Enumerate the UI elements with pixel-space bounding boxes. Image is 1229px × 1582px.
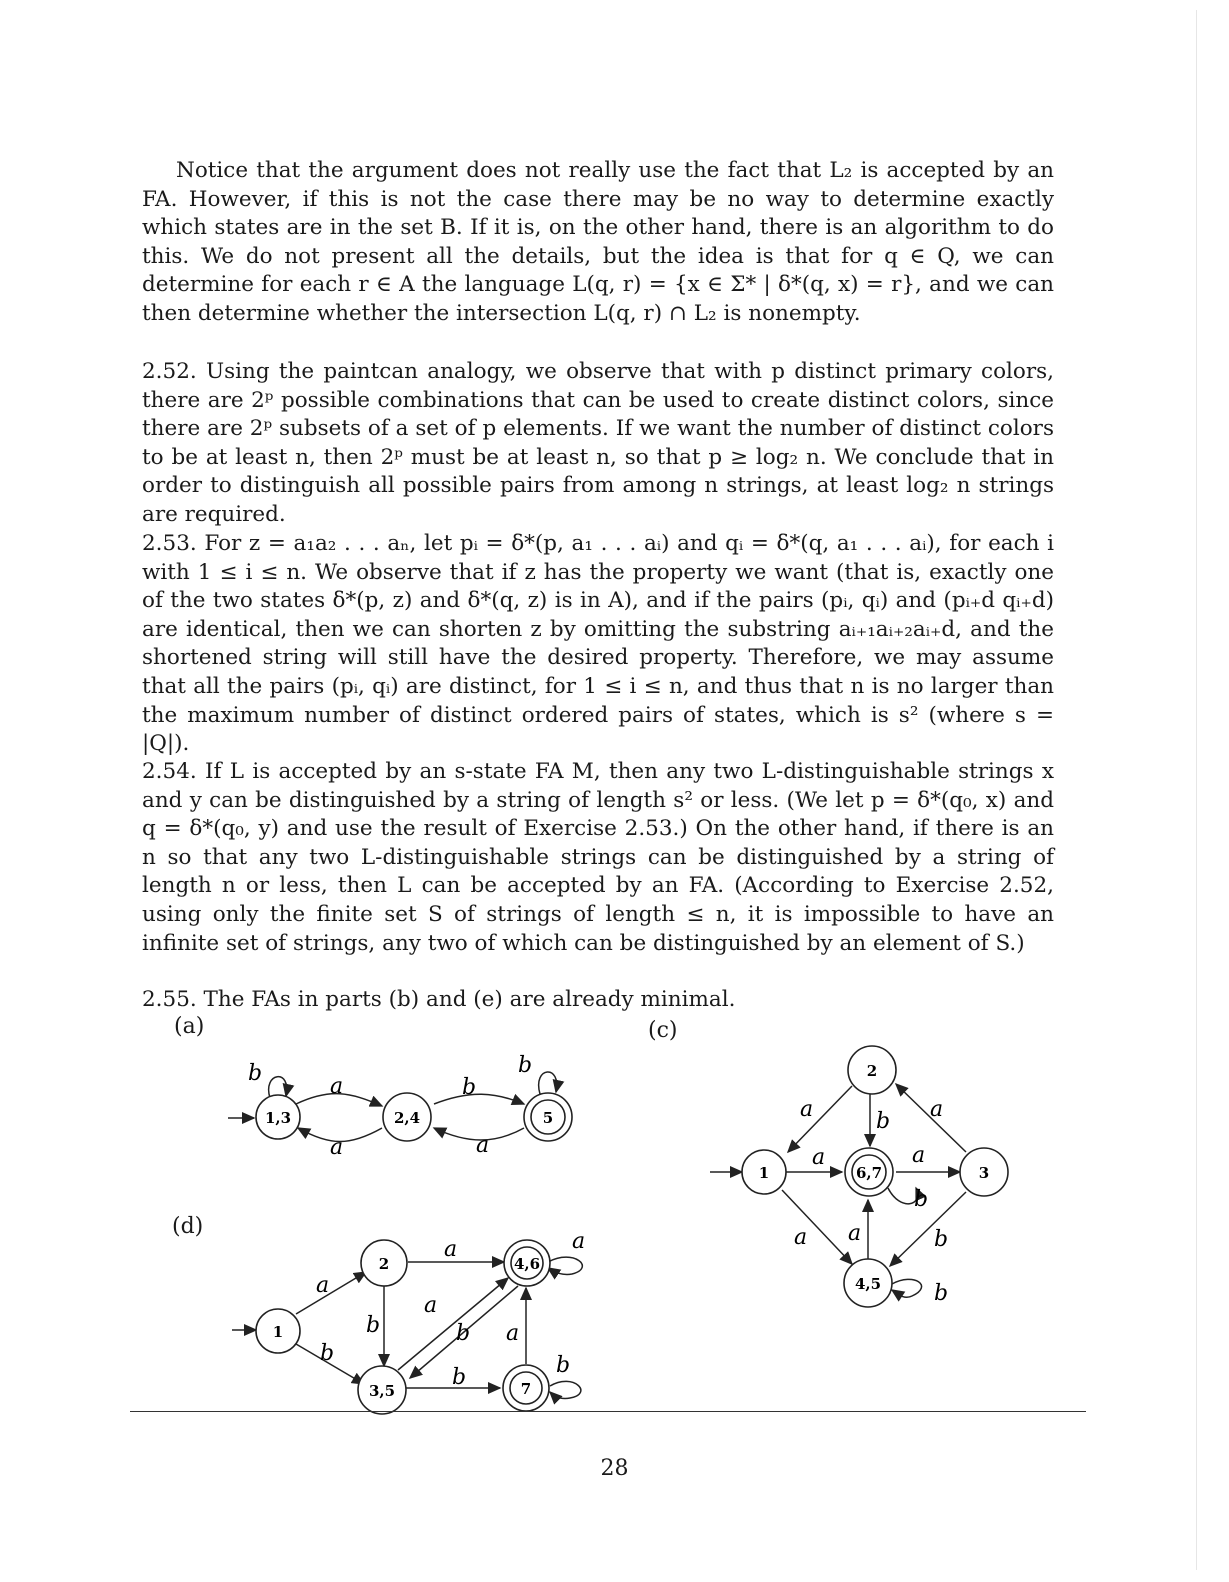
label-24-13: a — [330, 1135, 344, 1160]
footer-rule — [130, 1411, 1086, 1412]
svg-text:7: 7 — [520, 1380, 532, 1398]
label-c-1-2: a — [800, 1097, 814, 1122]
svg-text:3: 3 — [978, 1164, 990, 1182]
label-loop-5: b — [518, 1053, 533, 1078]
svg-text:6,7: 6,7 — [855, 1164, 883, 1182]
figure-label-d: (d) — [172, 1214, 204, 1239]
state-d-7-accepting — [503, 1365, 549, 1411]
svg-text:1: 1 — [758, 1164, 770, 1182]
label-d-loop-46: a — [572, 1229, 586, 1254]
paragraph-2-54: 2.54. If L is accepted by an s-state FA M, then any two L-distinguishable strings x and y can be distinguished by a string of length s² or less. (We let p = δ*(q₀, x) and q = δ*(q₀, y) and use the result of Exercise 2.53.) On the other hand, if there is an n so that any two L-distinguishable strings can be distinguished by a string of length n or less, then L can be accepted by an FA. (According to Exercise 2.52, using only the finite set S of strings of length ≤ n, it is impossible to have an infinite set of strings, any two of which can be distinguished by an element of S.) — [142, 759, 1054, 956]
label-c-3-45: b — [934, 1227, 949, 1252]
label-24-5: b — [462, 1075, 477, 1100]
label-c-45-67: a — [848, 1221, 862, 1246]
label-d-35-46: a — [424, 1293, 438, 1318]
state-d-1 — [256, 1309, 300, 1353]
label-d-1-35: b — [320, 1341, 335, 1366]
page-number: 28 — [600, 1456, 629, 1481]
edge-d-1-2 — [296, 1272, 366, 1314]
label-d-2-35: b — [366, 1313, 381, 1338]
label-c-loop-45: b — [934, 1281, 949, 1306]
label-loop-13: b — [248, 1061, 263, 1086]
svg-text:1: 1 — [272, 1323, 284, 1341]
state-d-35 — [358, 1366, 406, 1414]
paragraph-2-55: 2.55. The FAs in parts (b) and (e) are already minimal. — [142, 987, 736, 1012]
label-c-67-3: a — [912, 1143, 926, 1168]
svg-text:1,3: 1,3 — [264, 1109, 292, 1127]
svg-text:5: 5 — [542, 1109, 554, 1127]
label-c-1-45: a — [794, 1225, 808, 1250]
label-c-loop-67: b — [914, 1187, 929, 1212]
label-5-24: a — [476, 1133, 490, 1158]
svg-text:4,6: 4,6 — [513, 1255, 541, 1273]
label-d-7-46: a — [506, 1321, 520, 1346]
edge-d-35-46 — [398, 1278, 508, 1370]
figure-label-a: (a) — [174, 1014, 205, 1039]
label-d-46-35: b — [456, 1321, 471, 1346]
state-d-46-accepting — [504, 1240, 550, 1286]
svg-text:3,5: 3,5 — [368, 1382, 396, 1400]
loop-d-46 — [548, 1257, 582, 1274]
label-d-2-46: a — [444, 1237, 458, 1262]
label-d-loop-7: b — [556, 1353, 571, 1378]
figure-label-c: (c) — [648, 1018, 678, 1043]
state-d-2 — [361, 1240, 407, 1286]
label-d-35-7: b — [452, 1365, 467, 1390]
label-c-1-67: a — [812, 1145, 826, 1170]
loop-d-7 — [550, 1381, 581, 1398]
paragraph-2-52: 2.52. Using the paintcan analogy, we observe that with p distinct primary colors, there are 2ᵖ possible combinations that can be used to create distinct colors, since there are 2ᵖ subsets of a set of p elements. If we want the number of distinct colors to be at least n, then 2ᵖ must be at least n, so that p ≥ log₂ n. We conclude that in order to distinguish all possible pairs from among n strings, at least log₂ n strings are required. — [142, 359, 1054, 527]
svg-text:2: 2 — [378, 1255, 390, 1273]
svg-text:2: 2 — [866, 1062, 878, 1080]
label-13-24: a — [330, 1074, 344, 1099]
paragraph-2-53: 2.53. For z = a₁a₂ . . . aₙ, let pᵢ = δ*(p, a₁ . . . aᵢ) and qᵢ = δ*(q, a₁ . . . aᵢ), for each i with 1 ≤ i ≤ n. We observe that if z has the property we want (that is, exactly one of the two states δ*(p, z) and δ*(q, z) is in A), and if the pairs (pᵢ, qᵢ) and (pᵢ₊d qᵢ₊d) are identical, then we can shorten z by omitting the substring aᵢ₊₁aᵢ₊₂aᵢ₊d, and the shortened string will still have the desired property. Therefore, we may assume that all the pairs (pᵢ, qᵢ) are distinct, for 1 ≤ i ≤ n, and thus that n is no larger than the maximum number of distinct ordered pairs of states, which is s² (where s = |Q|). — [142, 531, 1054, 757]
paragraph-intro: Notice that the argument does not really use the fact that L₂ is accepted by an FA. However, if this is not the case there may be no way to determine exactly which states are in the set B. If it is, on the other hand, there is an algorithm to do this. We do not present all the details, but the idea is that for q ∈ Q, we can determine for each r ∈ A the language L(q, r) = {x ∈ Σ* | δ*(q, x) = r}, and we can then determine whether the intersection L(q, r) ∩ L₂ is nonempty. — [142, 158, 1054, 326]
label-c-2-3: a — [930, 1097, 944, 1122]
svg-text:2,4: 2,4 — [393, 1109, 421, 1127]
label-c-2-67: b — [876, 1109, 891, 1134]
svg-text:4,5: 4,5 — [854, 1275, 882, 1293]
label-d-1-2: a — [316, 1273, 330, 1298]
